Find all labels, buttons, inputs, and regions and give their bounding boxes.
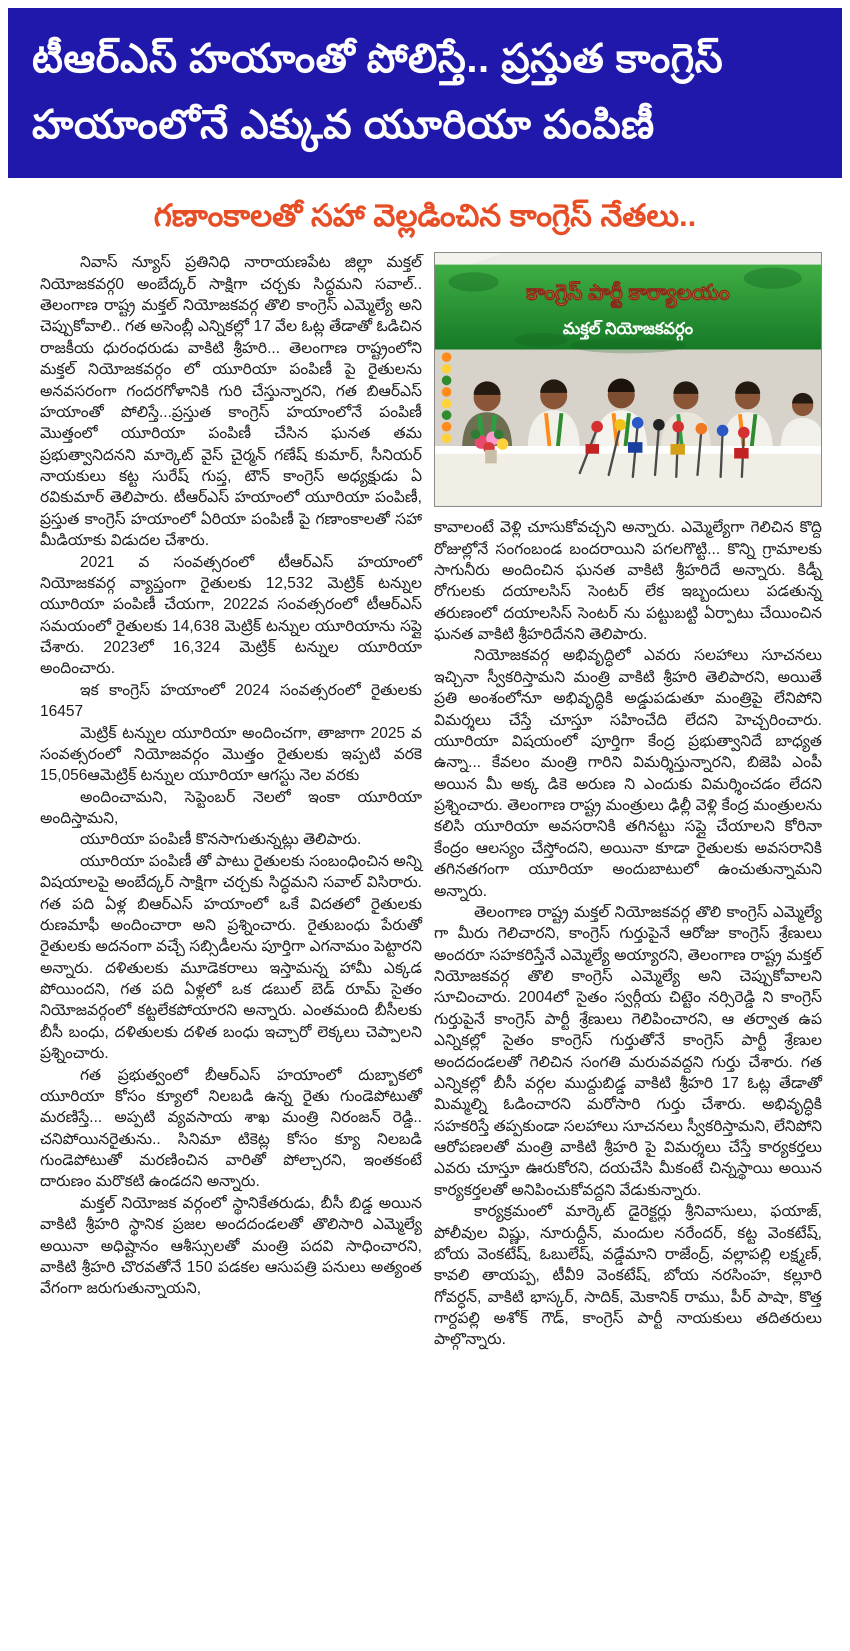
article-paragraph: ఇక కాంగ్రెస్ హయాంలో 2024 సంవత్సరంలో రైతులకు 16457 <box>40 681 422 721</box>
article-paragraph: కావాలంటే వెళ్లి చూసుకోవచ్చని అన్నారు. ఎమ్మెల్యేగా గెలిచిన కొద్ది రోజుల్లోనే సంగంబండ బందరాయిని పగలగొట్టి... కొన్ని గ్రామాలకు సాగునీరు అందించిన ఘనత వాకిటి శ్రీహరిదే అన్నారు. కిడ్నీ రోగులకు దయాలసిస్ సెంటర్ లేక ఇబ్బందులు పడతున్న తరుణంలో దయాలసిస్ సెంటర్ ను పట్టుబట్టి ఏర్పాటు చేయించిన ఘనత వాకిటి శ్రీహరిదేనని తెలిపారు. <box>434 519 822 643</box>
banner-text-line1: కాంగ్రెస్ పార్టీ కార్యాలయం <box>526 281 730 305</box>
article-paragraph: మక్తల్ నియోజక వర్గంలో స్థానికేతరుడు, బీసీ బిడ్డ అయిన వాకిటి శ్రీహరి స్థానిక ప్రజల అందదండలతో తొలిసారి ఎమ్మెల్యే అయినా అధిష్టానం ఆశీస్సులతో మంత్రి పదవి సాధించారని, వాకిటి శ్రీహరి చొరవతోనే 150 పడకల ఆసుపత్రి పనులు అత్యంత వేగంగా జరుగుతున్నాయని, <box>40 1194 422 1298</box>
article-paragraph: తెలంగాణ రాష్ట్ర మక్తల్ నియోజకవర్గ తొలి కాంగ్రెస్ ఎమ్మెల్యే గా మీరు గెలిచారని, కాంగ్రెస్ గుర్తుపైనే ఆరోజు కాంగ్రెస్ శ్రేణులు అందరూ సహకరిస్తేనే ఎమ్మెల్యే అయ్యారని, తెలంగాణ రాష్ట్ర మక్తల్ నియోజకవర్గ తొలి కాంగ్రెస్ ఎమ్మెల్యే అని చెప్పుకోవాలని సూచించారు. 2004లో సైతం స్వర్గీయ చిట్టెం నర్సిరెడ్డి ని కాంగ్రెస్ గుర్తుపైనే కాంగ్రెస్ పార్టీ శ్రేణులు గెలిపించారని, ఆ తర్వాత ఉప ఎన్నికల్లో సైతం కాంగ్రెస్ గుర్తుతోనే కాంగ్రెస్ పార్టీ శ్రేణుల అందదండలతో గెలిచిన సంగతి మరువవద్దని గుర్తు చేశారు. గత ఎన్నికల్లో బీసీ వర్గల ముద్దుబిడ్డ వాకిటి శ్రీహరి 17 ఓట్ల తేడాతో మిమ్మల్ని ఓడించారని మరోసారి గుర్తు చేశారు. అభివృద్ధికి సహకరిస్తే తప్పకుండా సలహాలు సూచనలు స్వీకరిస్తామని, లేనిపోని ఆరోపణలతో మంత్రి వాకిటి శ్రీహరి పై విమర్శలు చేస్తే కార్యకర్తలు ఎవరు చూస్తూ ఊరుకోరని, దయచేసి మీకంటే చిన్నస్థాయి అయిన కార్యకర్తలతో అనిపించుకోవద్దని వేడుకున్నారు. <box>434 903 822 1199</box>
headline-line-2: హయాంలోనే ఎక్కువ యూరియా పంపిణీ <box>32 103 655 147</box>
newspaper-page <box>0 8 850 1651</box>
article-paragraph: కార్యక్రమంలో మార్కెట్ డైరెక్టర్లు శ్రీనివాసులు, ఫయాజ్, పోలీవుల విష్ణు, నూరుద్దీన్, మందుల నరేందర్, కట్ట వెంకటేష్, బోయ వెంకటేష్, ఓబులేష్, వడ్డేమాని రాజేంద్ర్, వల్లాపల్లి లక్ష్మణ్, కావలి తాయప్ప, టీవీ9 వెంకటేష్, బోయ నరసింహ, కల్లూరి గోవర్ధన్, వాకిటి భాస్కర్, సాదిక్, మెకానిక్ రాము, పీర్ పాషా, కొత్త గార్దపల్లి అశోక్ గౌడ్, కాంగ్రెస్ పార్టీ నాయకులు తదితరులు పాల్గొన్నారు. <box>434 1203 822 1349</box>
article-paragraph: యూరియా పంపిణీ తో పాటు రైతులకు సంబంధించిన అన్ని విషయాలపై అంబేద్కర్ సాక్షిగా చర్చకు సిద్ధమని సవాల్ విసిరారు. గత పది ఏళ్ల బిఆర్ఎస్ హయాంలో ఒకే విదతలో రైతులకు రుణమాఫీ అందించారా అని ప్రశ్నించారు. రైతుబంధు పేరుతో రైతులకు అదనంగా వచ్చే సబ్సిడీలను పూర్తిగా ఎగనామం పెట్టారని అన్నారు. దళితులకు మూడెకరాలు ఇస్తామన్న హామీ ఎక్కడ పోయిందని, గత పది ఏళ్లలో ఒక డబుల్ బెడ్ రూమ్ సైతం నియోజవర్గంలో కట్టలేకపోయారని అన్నారు. ఎంతమంది బీసీలకు బీసీ బంధు, దళితులకు దళిత బంధు ఇచ్చారో లెక్కలు చెప్పాలని ప్రశ్నించారు. <box>40 852 422 1063</box>
article-paragraph: నియోజకవర్గ అభివృద్ధిలో ఎవరు సలహాలు సూచనలు ఇచ్చినా స్వీకరిస్తామని మంత్రి వాకిటి శ్రీహరి తెలిపారని, అయితే ప్రతి అంశంలోనూ అభివృద్ధికి అడ్డుపడుతూ మంత్రిపై లేనిపోని విమర్శలు చేస్తే చూస్తూ సహించేది లేదని హెచ్చరించారు. యూరియా విషయంలో పూర్తిగా కేంద్ర ప్రభుత్వానిదే బాధ్యత ఉన్నా... కేవలం మంత్రి గారిని విమర్శిస్తున్నారని, బిజెపి ఎంపీ అయిన మీ అక్క డికె అరుణ ని ఎందుకు విమర్శించడం లేదని ప్రశ్నించారు. తెలంగాణ రాష్ట్ర మంత్రులు ఢిల్లీ వెళ్లి కేంద్ర మంత్రులను కలిసి యూరియా అవసరానికి తగినట్టు సప్లై చేయాలని కోరినా కేంద్రం ఆలస్యం చేస్తోందని, అయినా కూడా రైతులకు అవసరానికి తగినతగంగా యూరియా అందుబాటులో ఉంచుతున్నామని అన్నారు. <box>434 647 822 900</box>
article-paragraph: మెట్రిక్ టన్నుల యూరియా అందించగా, తాజాగా 2025 వ సంవత్సరంలో నియోజవర్గం మొత్తం రైతులకు ఇప్పటి వరకె 15,056ఆమెట్రిక్ టన్నుల యూరియా ఆగస్టు నెల వరకు <box>40 724 422 785</box>
left-column <box>40 252 422 1350</box>
article-paragraph: 2021 వ సంవత్సరంలో టీఆర్ఎస్ హయాంలో నియోజకవర్గ వ్యాప్తంగా రైతులకు 12,532 మెట్రిక్ టన్నుల యూరియా పంపిణీ చేయగా, 2022వ సంవత్సరంలో టీఆర్ఎస్ సమయంలో రైతులకు 14,638 మెట్రిక్ టన్నుల యూరియాను సప్లై చేశారు. 2023లో 16,324 మెట్రిక్ టన్నుల యూరియా అందించారు. <box>40 553 422 678</box>
right-column <box>434 252 822 1350</box>
subtitle: గణాంకాలతో సహా వెల్లడించిన కాంగ్రెస్ నేతలు.. <box>153 198 697 233</box>
banner-text-line2: మక్తల్ నియోజకవర్గం <box>562 320 694 339</box>
article-paragraph: నివాస్ న్యూస్ ప్రతినిధి నారాయణపేట జిల్లా మక్తల్ నియోజకవర్గ0 అంబేద్కర్ సాక్షిగా చర్చకు సిద్ధమని సవాల్.. తెలంగాణ రాష్ట్ర మక్తల్ నియోజకవర్గ తొలి కాంగ్రెస్ ఎమ్మెల్యే అని చెప్పుకోవాలి.. గత అసెంబ్లీ ఎన్నికల్లో 17 వేల ఓట్ల తేడాతో ఓడిచిన రాజకీయ ధురంధరుడు వాకిటి శ్రీహరి... తెలంగాణ రాష్ట్రంలోని మక్తల్ నియోజకవర్గం లో యూరియా పంపిణీ పై రైతులను అనవసరంగా గందరగోళానికి గురి చేస్తున్నారని, గత బిఆర్ఎస్ హయాంతో పోలిస్తే...ప్రస్తుత కాంగ్రెస్ హయాంలోనే పంపిణీ మొత్తంలో యూరియా పంపిణీ చేసిన ఘనత తమ ప్రభుత్వానిదనని మార్కెట్ వైస్ చైర్మన్ గణేష్ కుమార్, సీనియర్ నాయకులు కట్ట సురేష్ గుప్త, టౌన్ కాంగ్రెస్ అధ్యక్షుడు ఏ రవికుమార్ తెలిపారు. టీఆర్ఎస్ హయాంలో యూరియా పంపిణీ, ప్రస్తుత కాంగ్రెస్ హయాంలో ఏరియా పంపిణీ పై గణాంకాలతో సహా మీడియాకు విడుదల చేశారు. <box>40 254 422 550</box>
congress-banner <box>435 265 821 354</box>
article-paragraph: యూరియా పంపిణీ కొనసాగుతున్నట్లు తెలిపారు. <box>80 831 362 849</box>
article-paragraph: గత ప్రభుత్వంలో బీఆర్ఎస్ హయాంలో దుబ్బాకలో యూరియా కోసం క్యూలో నిలబడి ఉన్న రైతు గుండెపోటుతో మరణిస్తే... అప్పటి వ్యవసాయ శాఖ మంత్రి నిరంజన్ రెడ్డి.. చనిపోయినరైతును.. సినిమా టికెట్ల కోసం క్యూ నిలబడి గుండెపోటుతో మరణించిన వారితో పోల్చారని, ఇంతకంటే దారుణం మరొకటి ఉండదని అన్నారు. <box>40 1066 422 1191</box>
headline-banner <box>8 8 842 178</box>
headline-line-1: టీఆర్ఎస్ హయాంతో పోలిస్తే.. ప్రస్తుత కాంగ్రెస్ <box>32 37 724 81</box>
press-conference-photo-svg <box>435 253 821 506</box>
article-body <box>0 242 850 1374</box>
press-conference-photo <box>434 252 822 507</box>
article-paragraph: అందించామని, సెప్టెంబర్ నెలలో ఇంకా యూరియా అందిస్తామని, <box>40 788 422 828</box>
